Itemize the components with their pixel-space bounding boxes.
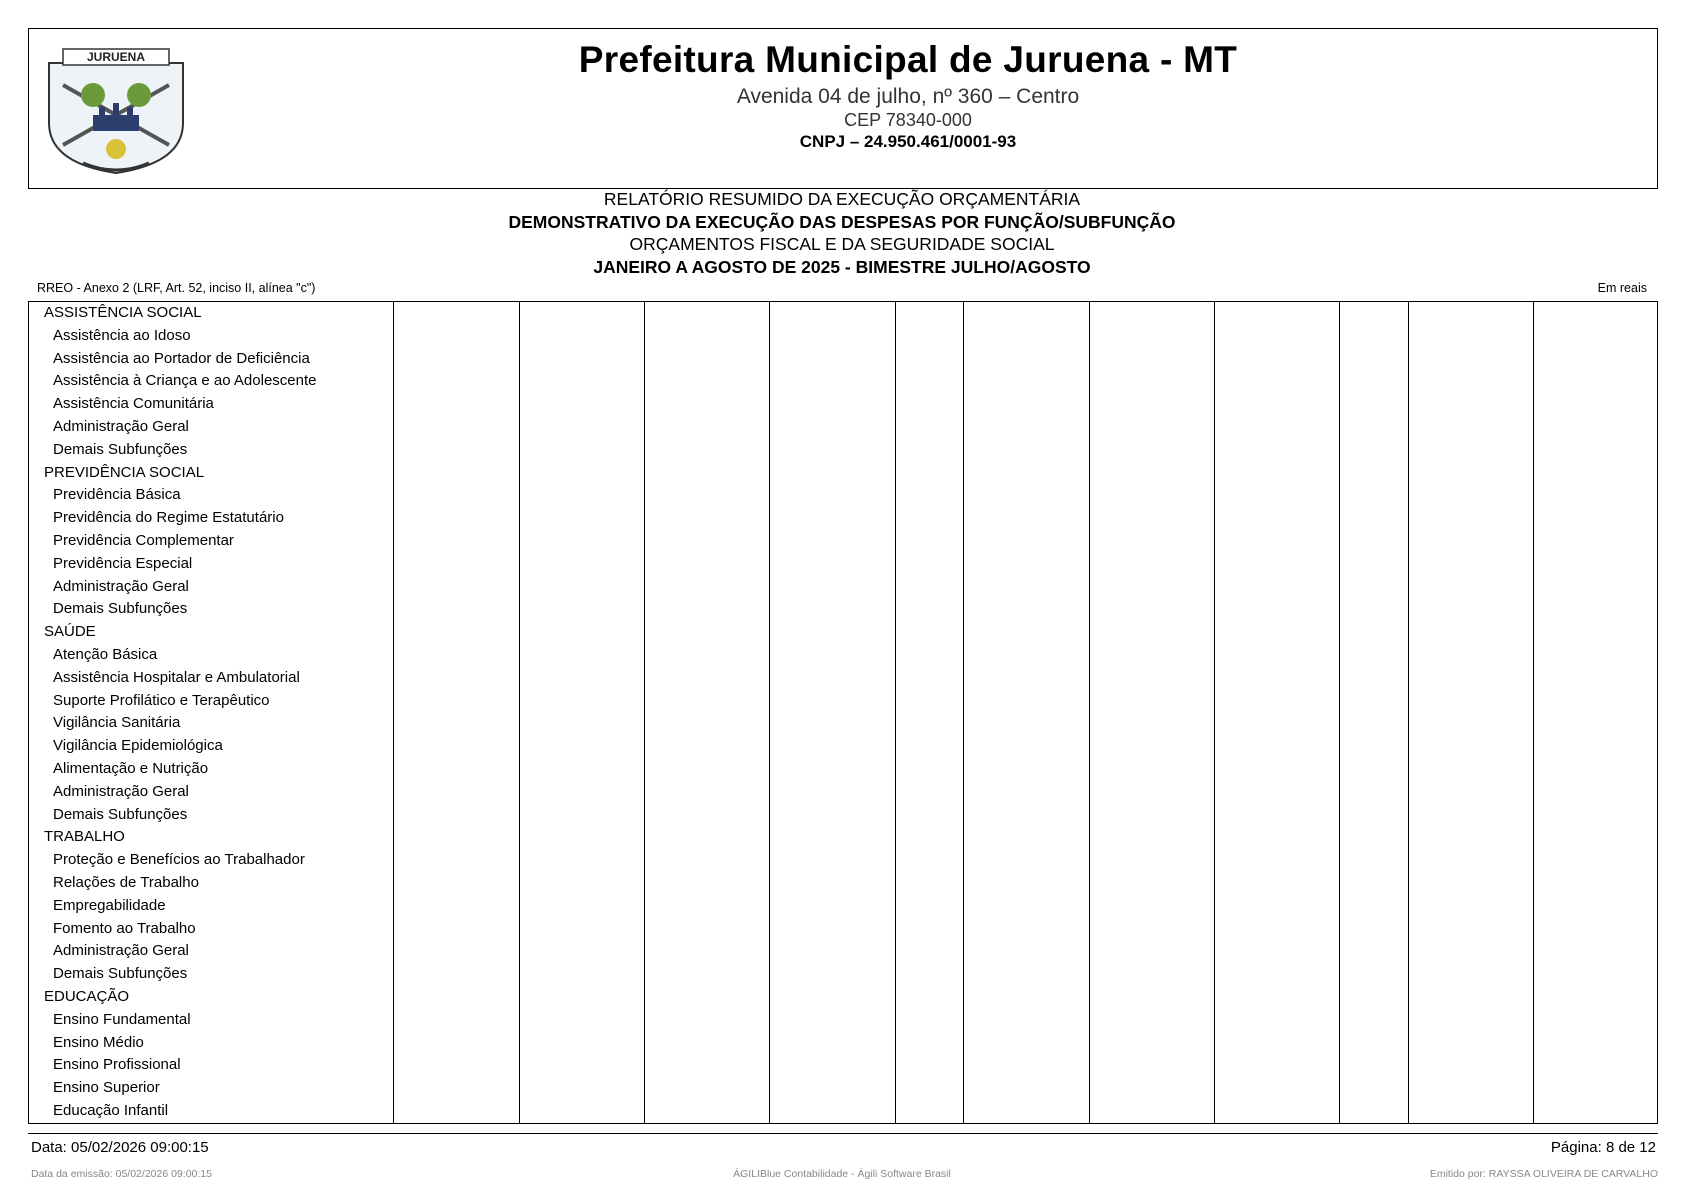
column-divider	[1533, 302, 1534, 1123]
page-number: Página: 8 de 12	[1550, 1139, 1656, 1156]
subfunction-row: Atenção Básica	[53, 645, 158, 663]
subfunction-row: Assistência à Criança e ao Adolescente	[53, 372, 317, 390]
currency-unit: Em reais	[1597, 281, 1647, 295]
report-header	[28, 28, 1658, 189]
subfunction-row: Demais Subfunções	[53, 600, 188, 618]
issued-by: Emitido por: RAYSSA OLIVEIRA DE CARVALHO	[1429, 1168, 1658, 1180]
function-subfunction-list	[29, 302, 392, 1123]
organization-name: Prefeitura Municipal de Juruena - MT	[578, 39, 1238, 80]
emission-date: Data da emissão: 05/02/2026 09:00:15	[31, 1168, 212, 1180]
subfunction-row: Demais Subfunções	[53, 805, 188, 823]
column-divider	[393, 302, 394, 1123]
column-divider	[963, 302, 964, 1123]
column-divider	[895, 302, 896, 1123]
footer-date: Data: 05/02/2026 09:00:15	[31, 1139, 209, 1156]
subfunction-row: Assistência ao Idoso	[53, 326, 191, 344]
subfunction-row: Suporte Profilático e Terapêutico	[53, 691, 270, 709]
subfunction-row: Ensino Fundamental	[53, 1010, 191, 1028]
expenses-table	[28, 301, 1658, 1124]
column-divider	[1089, 302, 1090, 1123]
organization-cep: CEP 78340-000	[844, 110, 972, 130]
subfunction-row: Demais Subfunções	[53, 440, 188, 458]
column-divider	[519, 302, 520, 1123]
subfunction-row: Alimentação e Nutrição	[53, 759, 209, 777]
subfunction-row: Ensino Profissional	[53, 1056, 181, 1074]
report-title-line-1: RELATÓRIO RESUMIDO DA EXECUÇÃO ORÇAMENTÁRIA	[603, 189, 1081, 209]
subfunction-row: Previdência Básica	[53, 486, 181, 504]
subfunction-row: Vigilância Epidemiológica	[53, 737, 223, 755]
report-title-line-2: DEMONSTRATIVO DA EXECUÇÃO DAS DESPESAS POR FUNÇÃO/SUBFUNÇÃO	[508, 211, 1176, 232]
footer-divider	[28, 1133, 1658, 1134]
column-divider	[1339, 302, 1340, 1123]
subfunction-row: Administração Geral	[53, 577, 189, 595]
report-period: JANEIRO A AGOSTO DE 2025 - BIMESTRE JULHO/AGOSTO	[593, 256, 1091, 277]
column-divider	[769, 302, 770, 1123]
subfunction-row: Ensino Médio	[53, 1033, 144, 1051]
subfunction-row: Proteção e Benefícios ao Trabalhador	[53, 851, 305, 869]
column-divider	[644, 302, 645, 1123]
organization-cnpj: CNPJ – 24.950.461/0001-93	[799, 132, 1017, 151]
report-titles	[0, 188, 1684, 278]
function-row: ASSISTÊNCIA SOCIAL	[44, 304, 202, 321]
organization-address: Avenida 04 de julho, nº 360 – Centro	[736, 85, 1080, 108]
svg-text:JURUENA: JURUENA	[86, 50, 146, 64]
subfunction-row: Vigilância Sanitária	[53, 714, 181, 732]
subfunction-row: Previdência do Regime Estatutário	[53, 509, 284, 527]
function-row: EDUCAÇÃO	[44, 987, 130, 1005]
function-row: TRABALHO	[44, 828, 125, 846]
subfunction-row: Empregabilidade	[53, 896, 166, 914]
subfunction-row: Administração Geral	[53, 942, 189, 960]
column-divider	[1214, 302, 1215, 1123]
subfunction-row: Ensino Superior	[53, 1079, 160, 1097]
subfunction-row: Demais Subfunções	[53, 965, 188, 983]
subfunction-row: Assistência Comunitária	[53, 395, 214, 413]
column-divider	[1408, 302, 1409, 1123]
subfunction-row: Assistência ao Portador de Deficiência	[53, 349, 310, 367]
subfunction-row: Previdência Complementar	[53, 531, 234, 549]
subfunction-row: Educação Infantil	[53, 1101, 169, 1119]
subfunction-row: Fomento ao Trabalho	[53, 919, 196, 937]
software-credit: ÁGILIBlue Contabilidade - Ágili Software Brasil	[733, 1168, 951, 1180]
annex-reference: RREO - Anexo 2 (LRF, Art. 52, inciso II, alínea "c")	[37, 281, 316, 295]
subfunction-row: Relações de Trabalho	[53, 873, 199, 891]
subfunction-row: Assistência Hospitalar e Ambulatorial	[53, 668, 300, 686]
subfunction-row: Administração Geral	[53, 417, 189, 435]
function-row: PREVIDÊNCIA SOCIAL	[44, 463, 205, 481]
subfunction-row: Administração Geral	[53, 782, 189, 800]
report-title-line-3: ORÇAMENTOS FISCAL E DA SEGURIDADE SOCIAL	[629, 234, 1055, 254]
subfunction-row: Previdência Especial	[53, 554, 193, 572]
function-row: SAÚDE	[44, 623, 96, 641]
